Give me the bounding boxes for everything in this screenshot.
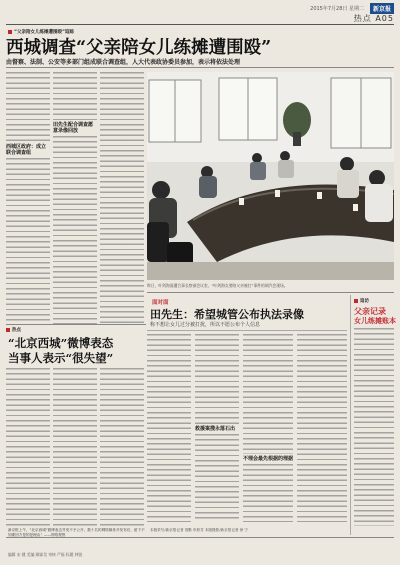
interview-column-4 [297, 334, 347, 522]
sidebar-tag-marker [354, 299, 358, 303]
section-rule-right [147, 292, 394, 293]
meeting-room-photo [147, 72, 394, 280]
section-badge: 新京报 [370, 3, 394, 14]
headline-deck: 由督察、法制、公安等多部门组成联合调查组，人大代表政协委员参加，表示将依法处理 [6, 59, 241, 66]
sidebar-divider [350, 295, 351, 535]
interview-column-3b [243, 464, 293, 522]
headline-rule [6, 67, 394, 68]
header-date: 2015年7月28日 星期二 [310, 6, 364, 12]
sidebar-headline-line1: 父亲记录 [354, 306, 386, 316]
topic-tag-text: “父亲陪女儿练摊遭围殴”追踪 [14, 29, 74, 35]
page-number: 热点 A05 [353, 14, 394, 23]
hot-tag [6, 327, 21, 333]
sidebar-tag-text: 追访 [360, 299, 369, 304]
subhead-joint-investigation: 西城区政府：成立联合调查组 [6, 144, 47, 156]
sidebar-tag [354, 298, 369, 304]
footer-quote: 新京报上午，“北京西城”微博表态并发不予公开，数十名的网络媒体开发布后，留下不知要回方是的是理由！——网络观察 [8, 528, 145, 537]
subhead-video-review: 田先生配合调查愿意录像回放 [53, 122, 94, 134]
news-photo [147, 72, 394, 280]
interview-subhead-2: 不理会最先根据的理据 [243, 456, 294, 462]
body-column-2a [53, 72, 97, 120]
weibo-column-1 [6, 368, 50, 526]
interview-subhead-1: 救援案搜永落石出 [195, 426, 236, 432]
interview-headline: 田先生：希望城管公布执法录像 [150, 308, 304, 321]
reporter-credit: 本版采写/新京报记者 饭默 申欣芳 本版摄影/新京报记者 徐 宁 [150, 528, 248, 532]
section-rule [6, 324, 146, 325]
headline-title: 西城调查“父亲陪女儿练摊遭围殴” [6, 38, 272, 58]
interview-column-2 [195, 334, 239, 424]
weibo-column-3 [100, 368, 144, 526]
body-column-1a [6, 72, 50, 142]
sidebar-body [354, 328, 394, 526]
body-column-1b [6, 158, 50, 324]
interview-tag: 面对面 [152, 300, 169, 306]
footer-rule [6, 537, 394, 538]
weibo-headline-line1: “北京西城”微博表态 [8, 336, 114, 350]
topic-tag-marker [8, 30, 12, 34]
interview-deck: 称不想让女儿过分被打扰，所以不愿公布个人信息 [150, 322, 261, 328]
photo-caption: 昨日，叶剑海面遭合事长察部会议室，“叶剑海女要陪父亲被打”事件的调汽会现场。 [147, 283, 288, 288]
sidebar-headline-line2: 女儿练摊账本 [354, 316, 396, 325]
page-header [0, 0, 400, 22]
body-column-2b [53, 136, 97, 324]
weibo-headline-line2: 当事人表示“很失望” [8, 351, 114, 365]
hot-tag-text: 热点 [12, 328, 21, 333]
footer-editor-credit: 编辑 宋 健 美编 顾霖昊 审核 严福 标题 林锐 [8, 552, 83, 557]
weibo-column-2 [53, 368, 97, 526]
hot-tag-marker [6, 328, 10, 332]
interview-rule [147, 330, 347, 331]
body-column-3 [100, 72, 144, 324]
interview-column-2b [195, 434, 239, 522]
interview-column-3 [243, 334, 293, 454]
header-rule [6, 24, 394, 25]
interview-column-1 [147, 334, 191, 522]
